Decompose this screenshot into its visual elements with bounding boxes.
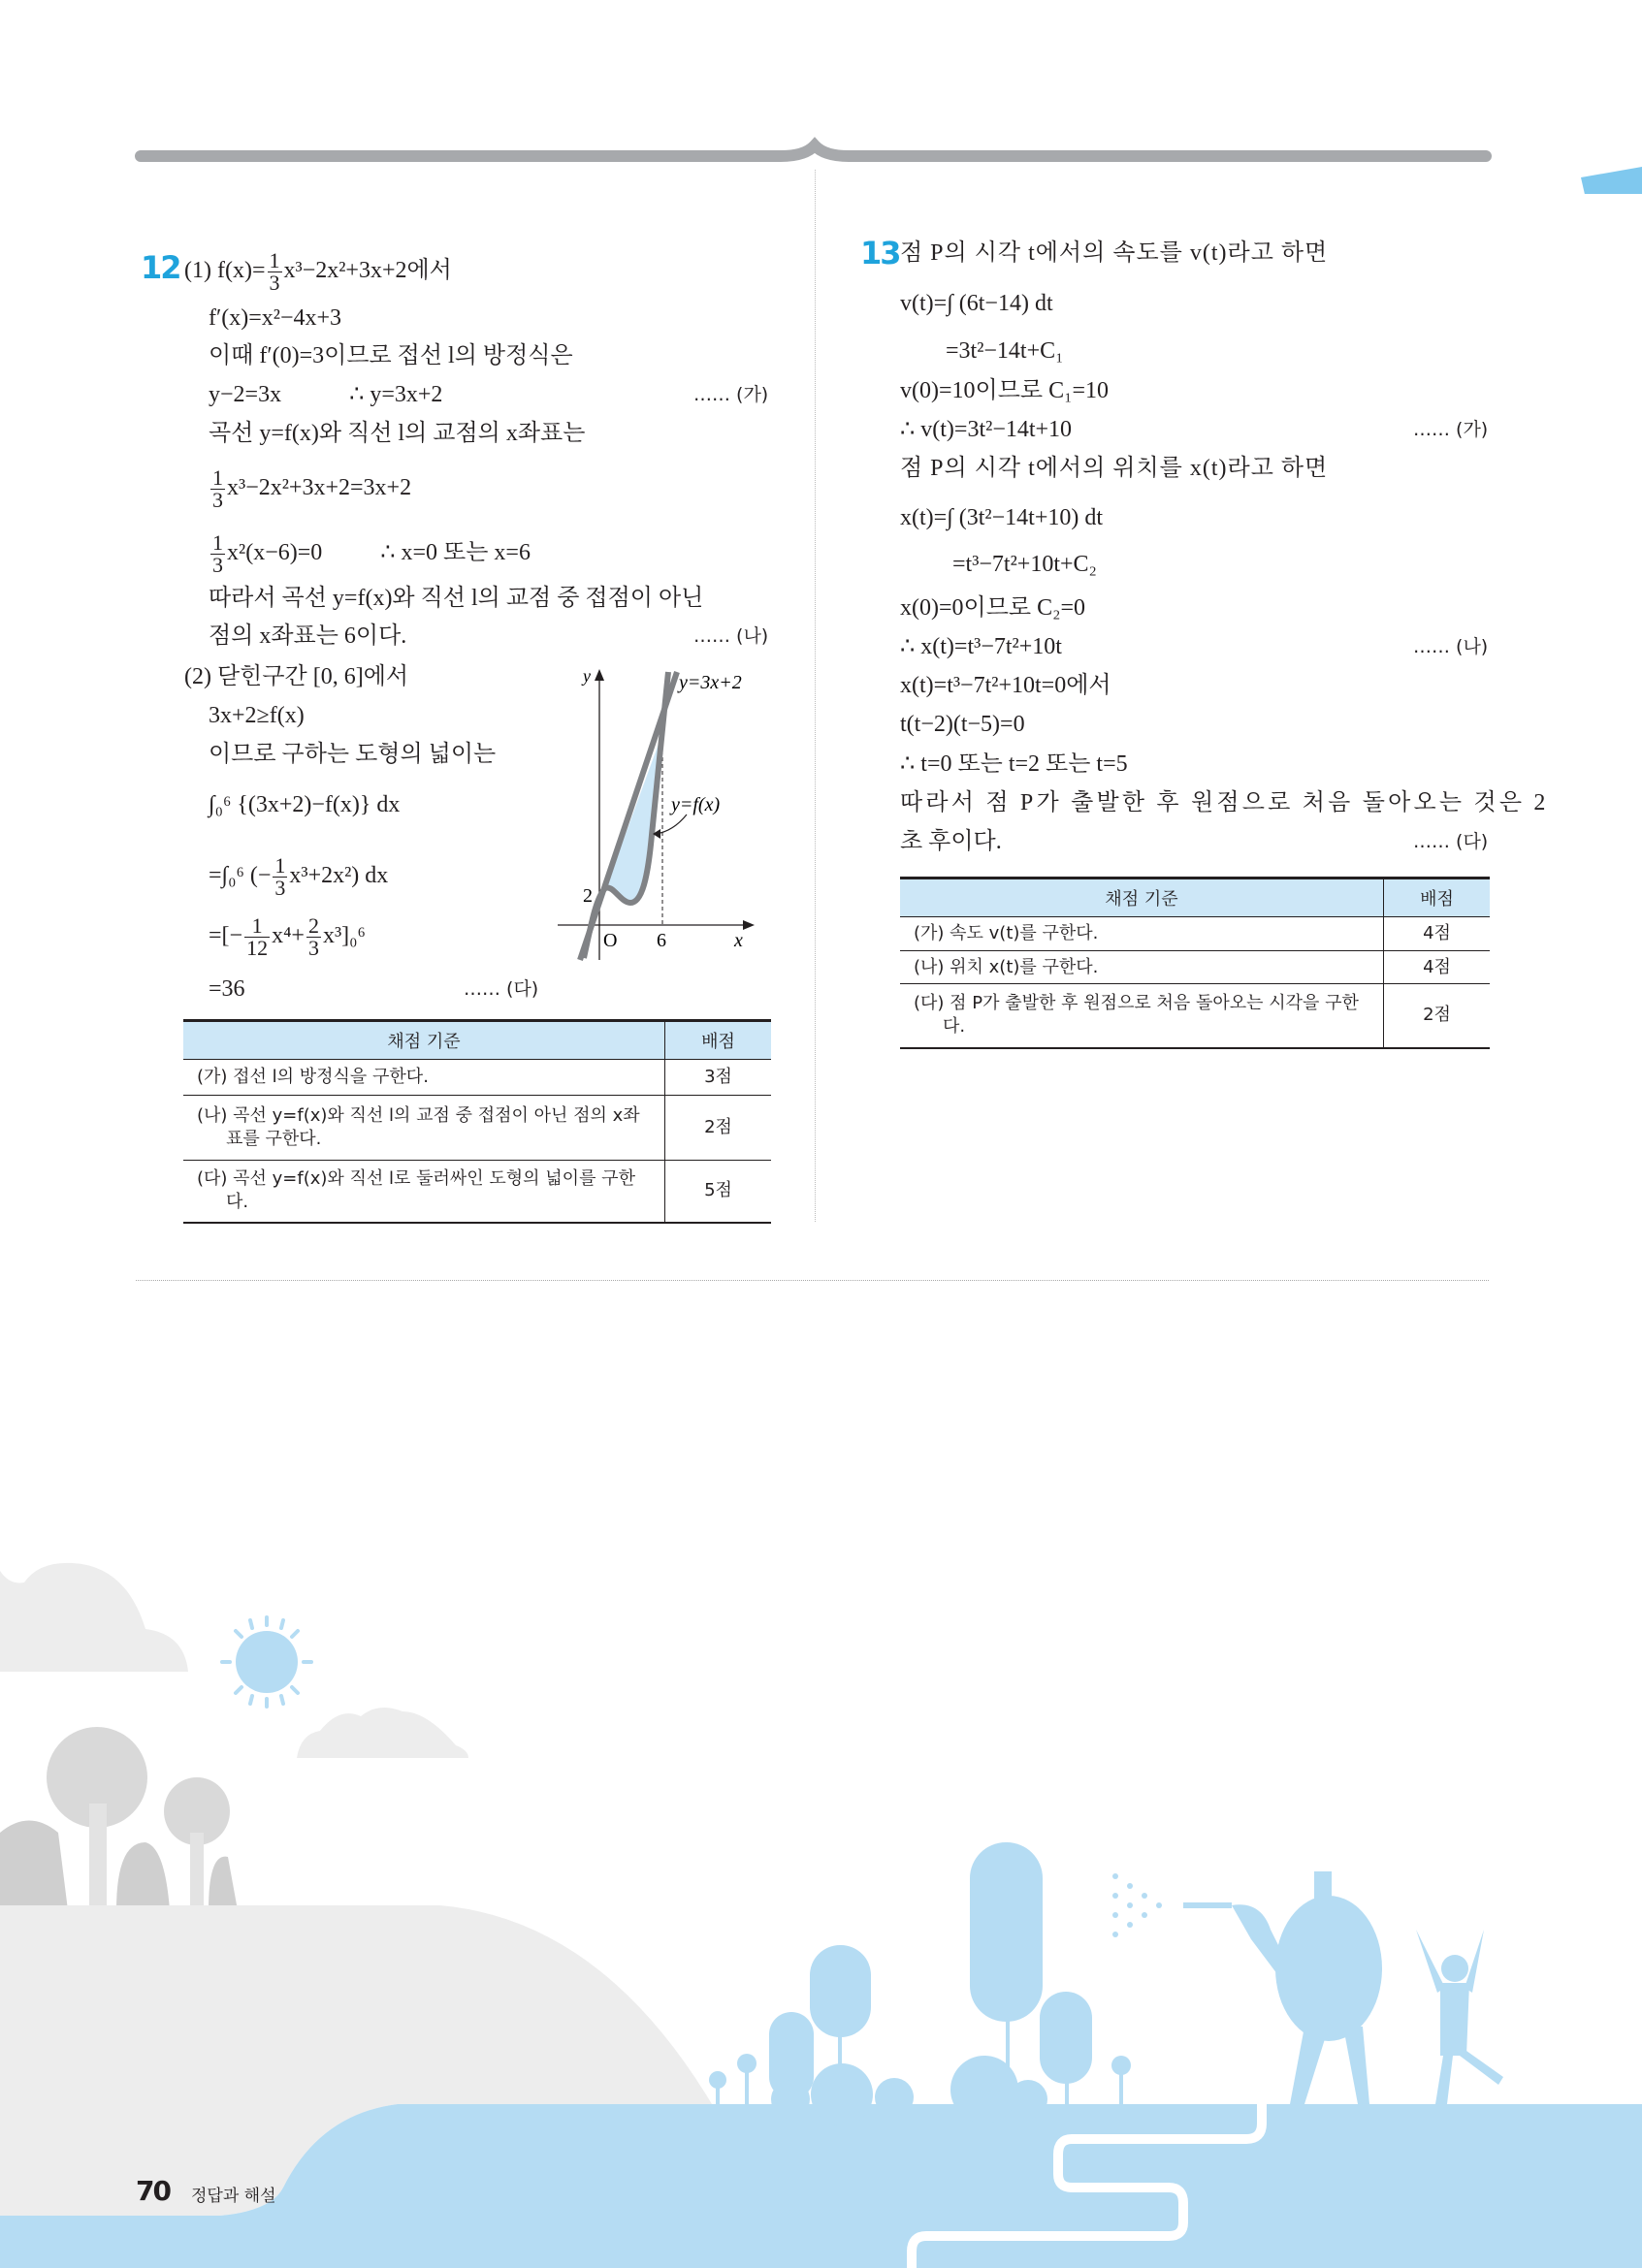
x-tick-6: 6 <box>657 930 666 951</box>
origin-label: O <box>603 930 618 951</box>
text: x³+2x²) dx <box>289 863 389 889</box>
p13-line: =3t²−14t+C₁ <box>946 338 1064 364</box>
table-row <box>183 1096 771 1161</box>
p12-line-16: =36 <box>209 976 245 1002</box>
points: 3점 <box>665 1060 772 1096</box>
points: 2점 <box>1384 984 1491 1048</box>
y-tick-2: 2 <box>583 885 593 907</box>
x-axis-arrow <box>743 920 755 930</box>
criterion: (가) 접선 l의 방정식을 구한다. <box>183 1060 665 1096</box>
p12-line-2: f′(x)=x²−4x+3 <box>209 305 342 331</box>
scoring-table-12 <box>183 1019 771 1224</box>
text: y−2=3x <box>209 382 282 407</box>
p13-line: 점 P의 시각 t에서의 속도를 v(t)라고 하면 <box>900 240 1329 266</box>
sun-icon <box>222 1617 311 1707</box>
denominator: 12 <box>246 936 269 960</box>
points: 4점 <box>1384 951 1491 984</box>
text: =[− <box>209 923 243 949</box>
scoring-table-13 <box>900 877 1490 1049</box>
numerator: 1 <box>212 465 223 490</box>
points: 4점 <box>1384 917 1491 951</box>
p13-line: 점 P의 시각 t에서의 위치를 x(t)라고 하면 <box>900 456 1329 481</box>
p13-line: =t³−7t²+10t+C₂ <box>952 552 1097 577</box>
section-divider <box>136 1280 1489 1281</box>
text: ∴ x=0 또는 x=6 <box>380 540 531 566</box>
x-axis-label: x <box>734 930 743 951</box>
points: 2점 <box>665 1096 772 1161</box>
step-mark-na: …… (나) <box>693 625 769 647</box>
header-criterion: 채점 기준 <box>183 1021 665 1060</box>
text: x⁴+ <box>272 923 305 949</box>
criterion: (나) 위치 x(t)를 구한다. <box>900 951 1384 984</box>
numerator: 1 <box>269 248 280 272</box>
step-mark-da: …… (다) <box>1413 831 1489 852</box>
p13-line: ∴ x(t)=t³−7t²+10t <box>900 634 1062 659</box>
p13-line: v(t)=∫ (6t−14) dt <box>900 291 1053 316</box>
page-number: 70 <box>136 2175 170 2207</box>
text: x³−2x²+3x+2에서 <box>283 258 452 284</box>
header-points: 배점 <box>1384 878 1491 917</box>
step-mark-ga: …… (가) <box>693 384 769 405</box>
line-label: y=3x+2 <box>679 672 742 693</box>
landscape-illustration <box>0 1513 1642 2268</box>
blue-trees <box>709 1842 1131 2125</box>
p13-line: ∴ t=0 또는 t=2 또는 t=5 <box>900 751 1128 777</box>
header-points: 배점 <box>665 1021 772 1060</box>
gardener-figure <box>1183 1871 1382 2104</box>
text: ∴ y=3x+2 <box>349 382 443 407</box>
p12-line-12: 이므로 구하는 도형의 넓이는 <box>209 742 497 767</box>
step-mark-ga: …… (가) <box>1413 419 1489 440</box>
denominator: 3 <box>269 271 280 295</box>
criterion: (다) 점 P가 출발한 후 원점으로 처음 돌아오는 시각을 구한다. <box>900 984 1384 1048</box>
table-row <box>183 1060 771 1096</box>
criterion: (가) 속도 v(t)를 구한다. <box>900 917 1384 951</box>
p12-line-9: 점의 x좌표는 6이다. <box>209 623 407 649</box>
water-spray <box>1112 1873 1162 1937</box>
numerator: 1 <box>212 530 223 555</box>
p13-line: x(0)=0이므로 C₂=0 <box>900 595 1085 621</box>
curve-label: y=f(x) <box>671 794 721 815</box>
numerator: 2 <box>307 913 319 938</box>
denominator: 3 <box>212 553 223 577</box>
footer-title: 정답과 해설 <box>191 2187 276 2206</box>
text: x³−2x²+3x+2=3x+2 <box>227 475 412 501</box>
problem-number-13: 13 <box>860 235 900 272</box>
points: 5점 <box>665 1161 772 1223</box>
p13-line: 초 후이다. <box>900 829 1002 854</box>
text: x²(x−6)=0 <box>227 540 323 566</box>
gray-trees <box>0 1727 238 1910</box>
text: (1) f(x)= <box>184 258 266 284</box>
text: =∫₀⁶ (− <box>209 863 272 889</box>
numerator: 1 <box>274 853 286 878</box>
step-mark-da: …… (다) <box>464 978 539 1000</box>
column-divider <box>815 170 816 1222</box>
area-graph <box>0 0 815 1018</box>
p12-line-8: 따라서 곡선 y=f(x)와 직선 l의 교점 중 접점이 아닌 <box>209 586 704 611</box>
table-header <box>183 1021 771 1060</box>
table-row <box>900 917 1490 951</box>
text: x³]₀⁶ <box>322 923 366 949</box>
denominator: 3 <box>212 488 223 512</box>
child-figure <box>1416 1930 1503 2104</box>
problem-number-12: 12 <box>141 249 180 286</box>
denominator: 3 <box>274 876 286 900</box>
p12-line-10: (2) 닫힌구간 [0, 6]에서 <box>184 664 409 689</box>
p13-line: x(t)=t³−7t²+10t=0에서 <box>900 673 1111 698</box>
p12-line-3: 이때 f′(0)=3이므로 접선 l의 방정식은 <box>209 343 573 368</box>
criterion: (다) 곡선 y=f(x)와 직선 l로 둘러싸인 도형의 넓이를 구한다. <box>183 1161 665 1223</box>
p13-line: 따라서 점 P가 출발한 후 원점으로 처음 돌아오는 것은 2 <box>900 790 1549 815</box>
criterion: (나) 곡선 y=f(x)와 직선 l의 교점 중 접점이 아닌 점의 x좌표를 구한다. <box>183 1096 665 1161</box>
p13-line: t(t−2)(t−5)=0 <box>900 712 1025 737</box>
denominator: 3 <box>307 936 319 960</box>
y-axis-arrow <box>595 669 604 681</box>
y-axis-label: y <box>583 666 591 686</box>
p12-line-5: 곡선 y=f(x)와 직선 l의 교점의 x좌표는 <box>209 421 586 446</box>
p13-line: ∴ v(t)=3t²−14t+10 <box>900 417 1073 442</box>
numerator: 1 <box>244 915 270 938</box>
p13-line: v(0)=10이므로 C₁=10 <box>900 378 1109 403</box>
clouds <box>0 1563 468 1758</box>
p13-line: x(t)=∫ (3t²−14t+10) dt <box>900 505 1104 530</box>
header-criterion: 채점 기준 <box>900 878 1384 917</box>
table-row <box>183 1161 771 1223</box>
p12-line-11: 3x+2≥f(x) <box>209 703 305 728</box>
step-mark-na: …… (나) <box>1413 636 1489 657</box>
table-row <box>900 951 1490 984</box>
p12-line-13: ∫₀⁶ {(3x+2)−f(x)} dx <box>209 792 401 817</box>
table-header <box>900 878 1490 917</box>
table-row <box>900 984 1490 1048</box>
